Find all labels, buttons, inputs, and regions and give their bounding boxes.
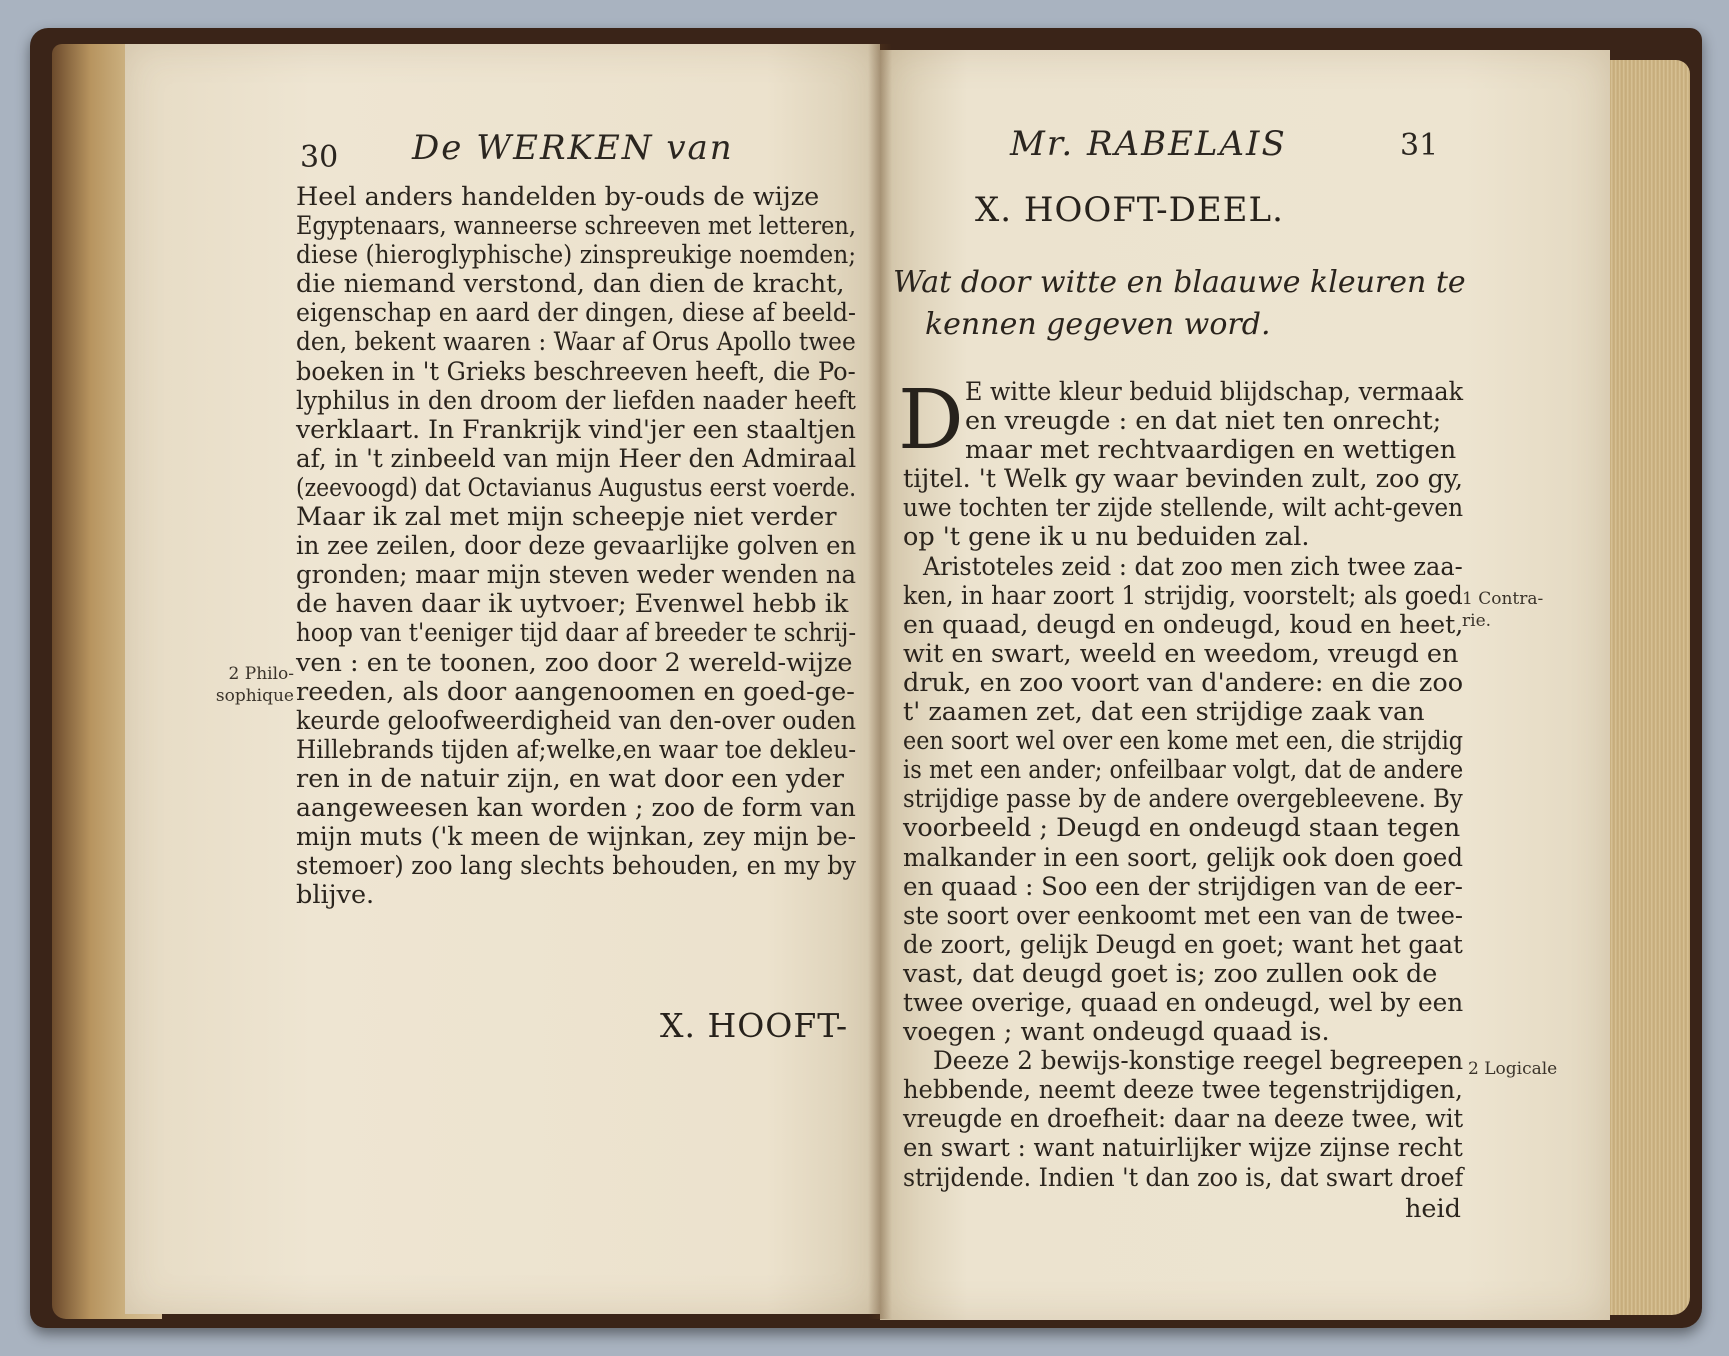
text-line: af, in 't zinbeeld van mijn Heer den Admiraal (296, 443, 857, 474)
margin-note-line: 2 Philo- (228, 664, 294, 684)
text-line: vreugde en droefheit: daar na deeze twee, wit (903, 1104, 1464, 1135)
text-line: eigenschap en aard der dingen, diese af beeld- (296, 298, 856, 329)
chapter-subtitle (893, 262, 1466, 346)
text-line: malkander in een soort, gelijk ook doen goed (903, 842, 1464, 873)
text-line: in zee zeilen, door deze gevaarlijke golven en (296, 531, 857, 562)
margin-note-line: rie. (1462, 611, 1492, 631)
right-running-head: Mr. RABELAIS (1010, 124, 1287, 164)
margin-note-line: sophique (215, 686, 294, 706)
subtitle-line: Wat door witte en blaauwe kleuren te (893, 265, 1466, 300)
margin-note-line: 2 Logicale (1468, 1059, 1558, 1079)
left-running-head: De WERKEN van (412, 128, 734, 168)
text-line: boeken in 't Grieks beschreeven heeft, die Po- (296, 356, 856, 387)
text-line: is met een ander; onfeilbaar volgt, dat de andere (903, 755, 1464, 786)
text-line: vast, dat deugd goet is; zoo zullen ook de (903, 958, 1438, 989)
text-line: en swart : want natuirlijker wijze zijnse recht (903, 1133, 1463, 1164)
text-line: strijdige passe by de andere overgebleevene. By (903, 784, 1463, 815)
text-line: die niemand verstond, dan dien de kracht, (296, 269, 845, 300)
text-line: mijn muts ('k meen de wijnkan, zey mijn be- (296, 822, 857, 853)
right-margin-note-contrarie (1462, 588, 1543, 632)
text-line: t' zaamen zet, dat een strijdige zaak van (903, 697, 1425, 728)
drop-cap: D (898, 373, 964, 468)
text-line: gronden; maar mijn steven weder wenden na (296, 560, 857, 591)
text-line: voegen ; want ondeugd quaad is. (903, 1017, 1330, 1048)
right-body-text (903, 378, 1463, 1193)
text-line: ste soort over eenkoomt met een van de twee- (903, 900, 1463, 931)
text-line: stemoer) zoo lang slechts behouden, en my by (296, 851, 857, 882)
text-line: Heel anders handelden by-ouds de wijze (296, 182, 820, 212)
text-line: tijtel. 't Welk gy waar bevinden zult, zoo gy, (903, 464, 1463, 495)
text-line: ken, in haar zoort 1 strijdig, voorstelt; als goed (903, 580, 1463, 611)
text-line: blijve. (296, 880, 375, 911)
text-line: Egyptenaars, wanneerse schreeven met letteren, (296, 211, 856, 242)
text-line: aangeweesen kan worden ; zoo de form van (296, 792, 856, 823)
margin-note-line: 1 Contra- (1462, 589, 1544, 609)
text-line: voorbeeld ; Deugd en ondeugd staan tegen (903, 813, 1461, 844)
text-line: reeden, als door aangenoomen en goed-ge- (296, 676, 855, 707)
left-body-text (296, 183, 858, 910)
left-catchword: X. HOOFT- (660, 1006, 849, 1045)
text-line: E witte kleur beduid blijdschap, vermaak (965, 377, 1464, 407)
chapter-title: X. HOOFT-DEEL. (975, 190, 1284, 230)
text-line: lyphilus in den droom der liefden naader heeft (296, 385, 856, 416)
text-line: Maar ik zal met mijn scheepje niet verder (296, 502, 837, 533)
text-line: Hillebrands tijden af;welke,en waar toe dekleu- (296, 734, 857, 765)
right-catchword: heid (1405, 1194, 1461, 1224)
text-line: en vreugde : en dat niet ten onrecht; (965, 406, 1442, 437)
text-line: een soort wel over een kome met een, die strijdig (903, 726, 1464, 757)
text-line: keurde geloofweerdigheid van den-over ouden (296, 705, 857, 736)
text-line: twee overige, quaad en ondeugd, wel by een (903, 987, 1464, 1018)
left-margin-note (214, 663, 294, 707)
text-line: ven : en te toonen, zoo door 2 wereld-wijze (296, 647, 853, 678)
left-page-number: 30 (300, 140, 339, 175)
text-line: strijdende. Indien 't dan zoo is, dat swart droef (903, 1162, 1464, 1193)
text-line: verklaart. In Frankrijk vind'jer een staaltjen (296, 414, 856, 445)
text-line: de haven daar ik uytvoer; Evenwel hebb ik (296, 589, 849, 620)
text-line: de zoort, gelijk Deugd en goet; want het gaat (903, 929, 1463, 960)
text-line: den, bekent waaren : Waar af Orus Apollo twee (296, 327, 856, 358)
text-line: diese (hieroglyphische) zinspreukige noemden; (296, 240, 857, 271)
text-line: druk, en zoo voort van d'andere: en die zoo (903, 667, 1464, 698)
text-line: hoop van t'eeniger tijd daar af breeder te schrij- (296, 618, 857, 649)
text-line: Aristoteles zeid : dat zoo men zich twee zaa- (923, 551, 1463, 582)
text-line: wit en swart, weeld en weedom, vreugd en (903, 638, 1459, 669)
right-margin-note-logicale (1468, 1058, 1557, 1080)
text-line: uwe tochten ter zijde stellende, wilt acht-geven (903, 493, 1464, 524)
text-line: Deeze 2 bewijs-konstige reegel begreepen (933, 1046, 1464, 1077)
text-line: en quaad, deugd en ondeugd, koud en heet, (903, 609, 1464, 640)
subtitle-line: kennen gegeven word. (925, 307, 1271, 342)
book-gutter (868, 44, 892, 1319)
text-line: hebbende, neemt deeze twee tegenstrijdigen, (903, 1075, 1463, 1106)
right-page-number: 31 (1400, 128, 1439, 163)
text-line: maar met rechtvaardigen en wettigen (965, 435, 1457, 466)
text-line: op 't gene ik u nu beduiden zal. (903, 522, 1310, 553)
text-line: en quaad : Soo een der strijdigen van de eer- (903, 871, 1463, 902)
text-line: ren in de natuir zijn, en wat door een yder (296, 763, 844, 794)
text-line: (zeevoogd) dat Octavianus Augustus eerst voerde. (296, 472, 857, 503)
